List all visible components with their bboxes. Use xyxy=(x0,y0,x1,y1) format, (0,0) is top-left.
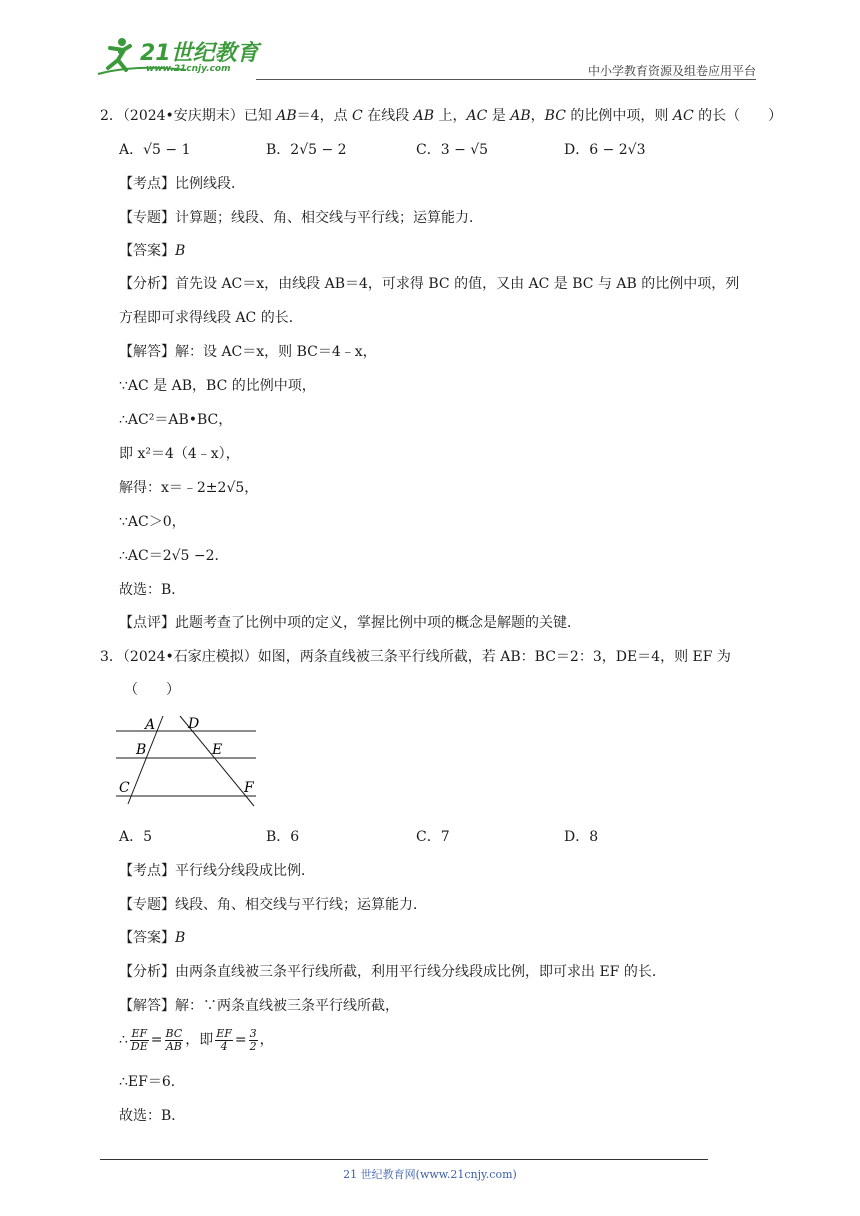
section-tag: 【答案】 xyxy=(119,243,175,259)
option-label: D． xyxy=(564,142,590,158)
section-tag: 【解答】 xyxy=(119,998,175,1014)
section-text: 线段、角、相交线与平行线；运算能力． xyxy=(175,897,427,913)
q2-answer xyxy=(119,241,185,261)
q3-step-guxuan: 故选：B． xyxy=(119,1108,186,1124)
section-text: 首先设 AC＝x，由线段 AB＝4，可求得 BC 的值，又由 AC 是 BC 与 AB 的比例中项，列 xyxy=(175,276,740,292)
section-text: 比例线段． xyxy=(175,176,245,192)
q2-stem-text: ＝4，点 xyxy=(296,108,353,124)
q2-stem-text: 是 xyxy=(487,108,511,124)
section-text: 平行线分线段成比例． xyxy=(175,863,315,879)
fraction-bc-ab xyxy=(165,1028,184,1053)
q3-zhuanti xyxy=(119,895,427,915)
q3-option-a[interactable]: A．5 xyxy=(119,829,153,845)
q2-step-because-1: ∵AC 是 AB，BC 的比例中项， xyxy=(119,378,316,394)
q2-jieda xyxy=(119,342,377,362)
equals-sign: = xyxy=(150,1032,163,1048)
header-rule xyxy=(256,79,756,80)
q2-stem-text: 在线段 xyxy=(362,108,414,124)
q3-stem-text: （2024•石家庄模拟）如图，两条直线被三条平行线所截，若 AB：BC＝2：3，DE＝4，则 EF 为 xyxy=(122,649,731,665)
footer-link[interactable]: 21 世纪教育网(www.21cnjy.com) xyxy=(343,1168,517,1181)
q2-stem-var: AB xyxy=(276,108,297,124)
q3-kaodian xyxy=(119,861,315,881)
q2-step-guxuan: 故选：B． xyxy=(119,582,186,598)
option-value: 2√5 − 2 xyxy=(290,142,347,158)
q2-option-c[interactable] xyxy=(416,140,488,160)
punctuation: ， xyxy=(259,1032,274,1048)
q3-option-c[interactable]: C．7 xyxy=(416,829,450,845)
q3-jieda xyxy=(119,996,399,1016)
fraction-numerator: EF xyxy=(216,1026,232,1040)
fraction-denominator: DE xyxy=(130,1039,148,1053)
section-text: 计算题；线段、角、相交线与平行线；运算能力． xyxy=(175,210,483,226)
section-text: 解：∵两条直线被三条平行线所截， xyxy=(175,998,399,1014)
section-tag: 【考点】 xyxy=(119,176,175,192)
section-tag: 【答案】 xyxy=(119,930,175,946)
q3-step-therefore: ∴EF＝6． xyxy=(119,1074,185,1090)
label-B: B xyxy=(136,742,147,758)
q2-fenxi-2: 方程即可求得线段 AC 的长． xyxy=(119,310,303,326)
fraction-3-2 xyxy=(249,1028,258,1053)
q2-kaodian xyxy=(119,174,245,194)
fraction-numerator: BC xyxy=(165,1026,183,1040)
section-tag: 【专题】 xyxy=(119,210,175,226)
header-platform-text: 中小学教育资源及组卷应用平台 xyxy=(587,64,756,78)
option-label: C． xyxy=(416,142,441,158)
q2-stem xyxy=(100,106,782,126)
equals-sign: = xyxy=(234,1032,247,1048)
section-tag: 【点评】 xyxy=(119,615,175,631)
section-tag: 【分析】 xyxy=(119,276,175,292)
option-value: 6 − 2√3 xyxy=(589,142,646,158)
q2-stem-text: 的比例中项，则 xyxy=(565,108,673,124)
option-value: 3 − √5 xyxy=(440,142,489,158)
fraction-numerator: EF xyxy=(131,1026,148,1040)
answer-value: B xyxy=(175,930,186,946)
q2-stem-var: AC xyxy=(672,108,694,124)
q2-stem-var: AC xyxy=(466,108,488,124)
q2-step-because-2: ∵AC＞0， xyxy=(119,514,186,530)
fraction-denominator: 2 xyxy=(249,1039,257,1053)
section-tag: 【分析】 xyxy=(119,964,175,980)
fraction-ef-de xyxy=(130,1028,149,1053)
q2-stem-var: BC xyxy=(544,108,566,124)
option-label: A． xyxy=(119,142,144,158)
q2-dianping xyxy=(119,613,581,633)
q2-step-therefore-1: ∴AC²＝AB•BC， xyxy=(119,412,233,428)
q2-stem-var: AB xyxy=(510,108,531,124)
q2-stem-text: 已知 xyxy=(243,108,277,124)
q3-number: 3． xyxy=(100,649,123,665)
section-text: 解：设 AC＝x，则 BC＝4﹣x， xyxy=(175,344,377,360)
q3-stem-blank: （ ） xyxy=(124,682,180,698)
connector-text: ，即 xyxy=(185,1032,214,1048)
q3-figure xyxy=(116,712,262,808)
label-F: F xyxy=(244,780,254,796)
q2-stem-text: ， xyxy=(530,108,545,124)
q2-source: （2024•安庆期末） xyxy=(122,108,244,124)
fraction-ef-4 xyxy=(215,1028,233,1053)
q2-number: 2． xyxy=(100,108,123,124)
logo-text: 21世纪教育 xyxy=(140,41,259,66)
q2-stem-text: 的长（ ） xyxy=(693,108,783,124)
answer-value: B xyxy=(175,243,186,259)
q3-option-d[interactable]: D．8 xyxy=(564,829,599,845)
label-C: C xyxy=(119,780,130,796)
logo-url: www.21cnjy.com xyxy=(146,64,231,74)
q2-option-a[interactable] xyxy=(119,140,191,160)
q2-option-d[interactable] xyxy=(564,140,646,160)
q2-step-jiede: 解得：x＝﹣2±2√5， xyxy=(119,480,259,496)
section-tag: 【解答】 xyxy=(119,344,175,360)
q2-option-b[interactable] xyxy=(266,140,347,160)
q3-fenxi xyxy=(119,962,666,982)
label-A: A xyxy=(145,717,156,733)
section-tag: 【考点】 xyxy=(119,863,175,879)
footer-rule xyxy=(100,1159,708,1160)
q3-fraction-line xyxy=(119,1026,274,1054)
q3-answer xyxy=(119,928,185,948)
q2-stem-text: 上， xyxy=(434,108,467,124)
q2-step-ji: 即 x²＝4（4﹣x）， xyxy=(119,446,240,462)
q2-stem-var: AB xyxy=(413,108,435,124)
q2-step-therefore-2: ∴AC＝2√5 −2． xyxy=(119,548,229,564)
q3-option-b[interactable]: B．6 xyxy=(266,829,300,845)
option-value: √5 − 1 xyxy=(143,142,191,158)
q2-zhuanti xyxy=(119,208,483,228)
fraction-denominator: AB xyxy=(165,1039,182,1053)
section-text: 由两条直线被三条平行线所截，利用平行线分线段成比例，即可求出 EF 的长． xyxy=(175,964,666,980)
section-text: 此题考查了比例中项的定义，掌握比例中项的概念是解题的关键． xyxy=(175,615,581,631)
therefore-symbol: ∴ xyxy=(119,1032,128,1048)
q2-fenxi-1 xyxy=(119,274,739,294)
fraction-numerator: 3 xyxy=(249,1026,257,1040)
fraction-denominator: 4 xyxy=(220,1039,228,1053)
q3-stem xyxy=(100,647,731,667)
q2-stem-var: C xyxy=(352,108,363,124)
label-E: E xyxy=(212,742,223,758)
section-tag: 【专题】 xyxy=(119,897,175,913)
option-label: B． xyxy=(266,142,291,158)
label-D: D xyxy=(188,716,200,732)
